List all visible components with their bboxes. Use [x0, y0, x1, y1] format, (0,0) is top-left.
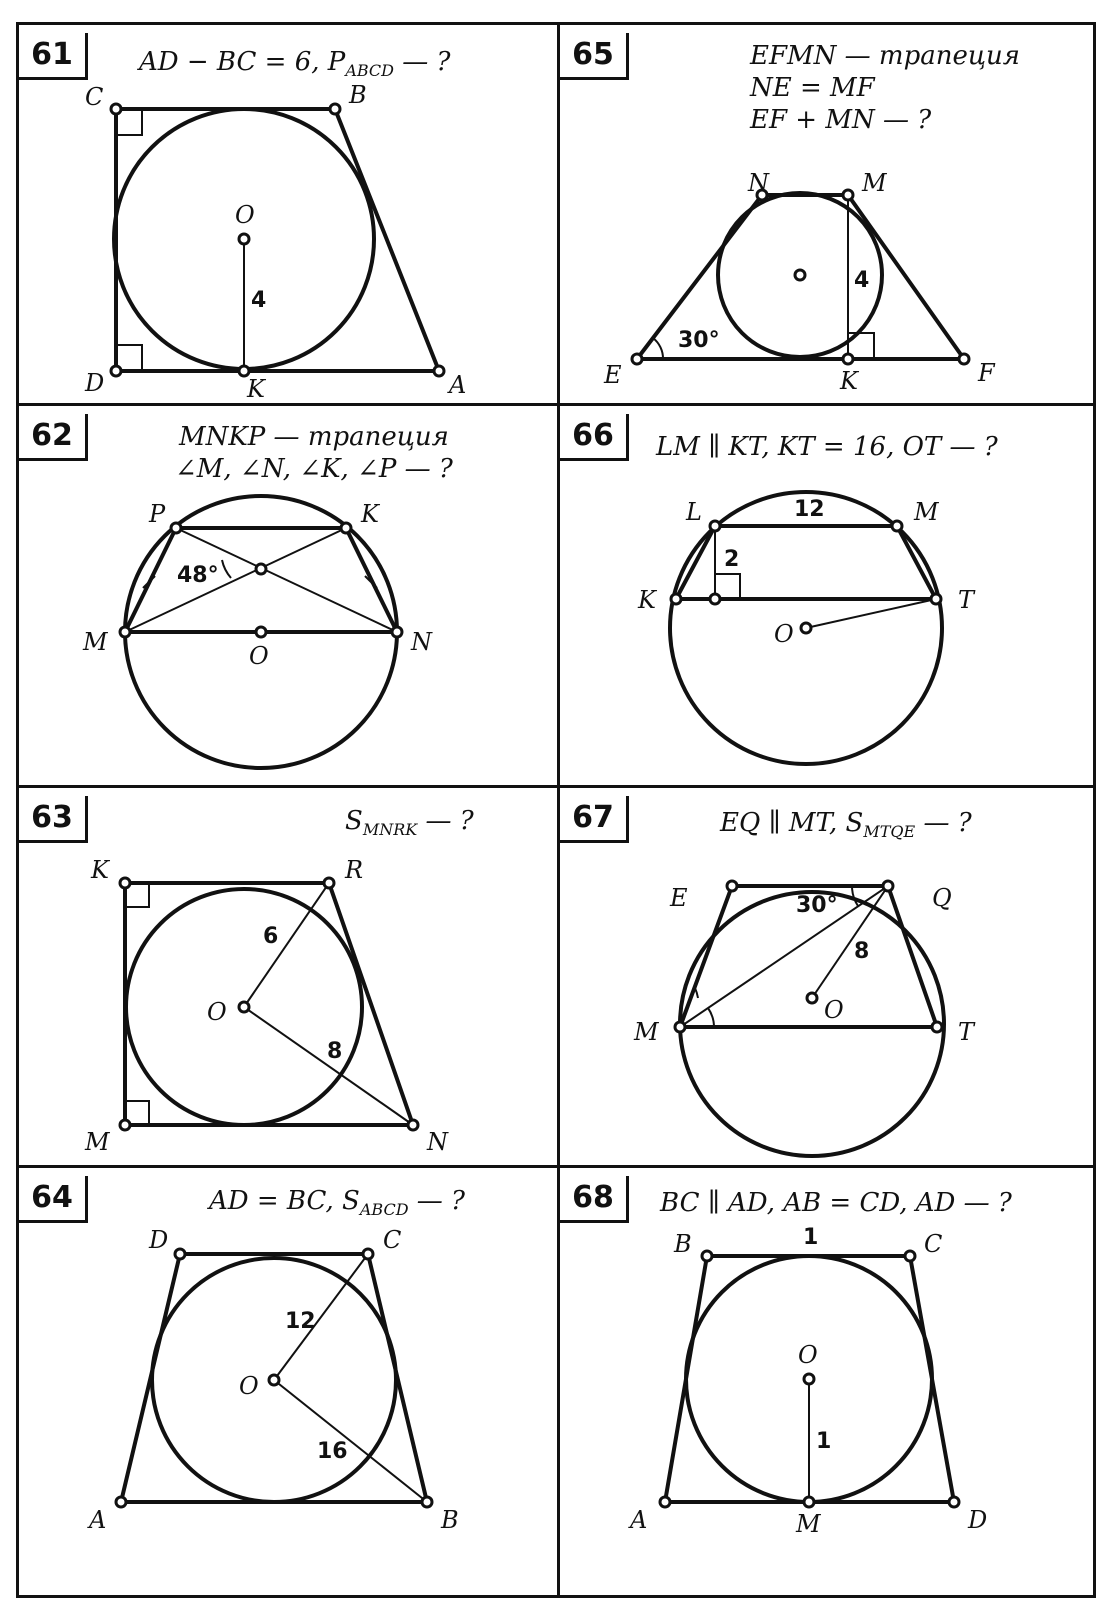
figure-65 — [560, 25, 1096, 403]
problem-condition: BC ∥ AD, AB = CD, AD — ? — [660, 1188, 1012, 1218]
svg-text:A: A — [449, 371, 467, 399]
svg-text:O: O — [824, 996, 844, 1024]
svg-text:B: B — [349, 81, 367, 109]
figure-62 — [19, 406, 557, 785]
svg-text:P: P — [149, 500, 166, 528]
svg-text:F: F — [978, 359, 995, 387]
problem-62 — [19, 406, 557, 785]
problem-number: 62 — [19, 414, 88, 461]
svg-text:K: K — [638, 586, 656, 614]
svg-text:O: O — [798, 1341, 818, 1369]
svg-text:A: A — [630, 1506, 648, 1534]
segment-OR — [244, 883, 329, 1007]
problem-number: 68 — [560, 1176, 629, 1223]
problem-number: 63 — [19, 796, 88, 843]
problem-condition-line1: EFMN — трапеция — [750, 41, 1020, 71]
svg-text:M: M — [862, 169, 887, 197]
figure-67 — [560, 788, 1096, 1165]
svg-text:4: 4 — [854, 268, 870, 293]
svg-text:A: A — [89, 1506, 107, 1534]
figure-63 — [19, 788, 557, 1165]
problem-condition-line2: ∠M, ∠N, ∠K, ∠P — ? — [175, 454, 453, 484]
svg-text:N: N — [427, 1128, 448, 1156]
problem-number: 64 — [19, 1176, 88, 1223]
angle-arc — [852, 886, 858, 906]
problem-condition: EQ ∥ MT, $S_{MTQE}$ — ? — [720, 808, 972, 842]
svg-text:6: 6 — [263, 924, 279, 949]
svg-text:12: 12 — [285, 1309, 316, 1334]
svg-text:B: B — [674, 1230, 692, 1258]
svg-text:Q: Q — [932, 884, 952, 912]
angle-arc — [695, 988, 698, 998]
svg-text:M: M — [85, 1128, 110, 1156]
svg-text:O: O — [249, 642, 269, 670]
svg-text:M: M — [914, 498, 939, 526]
problem-68 — [560, 1168, 1096, 1601]
svg-text:8: 8 — [854, 939, 870, 964]
problem-number: 65 — [560, 33, 629, 80]
svg-text:D: D — [85, 369, 105, 397]
figure-64 — [19, 1168, 557, 1601]
svg-text:K: K — [840, 367, 858, 395]
svg-text:E: E — [604, 361, 622, 389]
svg-text:C: C — [383, 1226, 402, 1254]
angle-arc — [222, 560, 231, 578]
svg-text:K: K — [247, 375, 265, 403]
svg-text:O: O — [207, 998, 227, 1026]
problem-condition: AD = BC, $S_{ABCD}$ — ? — [209, 1186, 465, 1220]
svg-text:C: C — [924, 1230, 943, 1258]
svg-text:30°: 30° — [678, 328, 720, 353]
svg-text:M: M — [634, 1018, 659, 1046]
svg-text:T: T — [958, 586, 975, 614]
angle-arc — [708, 1008, 714, 1027]
problem-67 — [560, 788, 1096, 1165]
svg-text:M: M — [796, 1510, 821, 1538]
angle-arc — [653, 338, 663, 359]
svg-text:O: O — [774, 620, 794, 648]
svg-text:N: N — [748, 169, 769, 197]
problem-sheet — [16, 22, 1096, 1598]
trapezoid — [125, 528, 397, 632]
problem-condition: AD − BC = 6, $P_{ABCD}$ — ? — [139, 47, 451, 81]
svg-text:1: 1 — [816, 1429, 832, 1454]
trapezoid — [116, 109, 439, 371]
svg-text:T: T — [958, 1018, 975, 1046]
svg-text:8: 8 — [327, 1039, 343, 1064]
problem-number: 66 — [560, 414, 629, 461]
svg-text:30°: 30° — [796, 893, 838, 918]
svg-text:M: M — [83, 628, 108, 656]
problem-61 — [19, 25, 557, 403]
svg-text:2: 2 — [724, 547, 740, 572]
svg-text:D: D — [968, 1506, 988, 1534]
problem-number: 67 — [560, 796, 629, 843]
problem-condition: LM ∥ KT, KT = 16, OT — ? — [656, 432, 998, 462]
svg-text:R: R — [345, 856, 364, 884]
problem-64 — [19, 1168, 557, 1601]
problem-condition-line2: NE = MF — [750, 73, 875, 103]
figure-68 — [560, 1168, 1096, 1601]
svg-text:O: O — [239, 1372, 259, 1400]
problem-66 — [560, 406, 1096, 785]
figure-61 — [19, 25, 557, 403]
svg-text:D: D — [149, 1226, 169, 1254]
svg-text:K: K — [361, 500, 379, 528]
svg-text:O: O — [235, 201, 255, 229]
problem-condition-line3: EF + MN — ? — [750, 105, 932, 135]
trapezoid — [125, 883, 413, 1125]
svg-text:K: K — [91, 856, 109, 884]
problem-condition: $S_{MNRK}$ — ? — [345, 806, 474, 840]
problem-condition-line1: MNKP — трапеция — [179, 422, 449, 452]
svg-text:C: C — [85, 83, 104, 111]
svg-text:16: 16 — [317, 1439, 348, 1464]
svg-text:B: B — [441, 1506, 459, 1534]
radius-OT — [806, 599, 936, 628]
svg-text:E: E — [670, 884, 688, 912]
svg-text:1: 1 — [803, 1225, 819, 1250]
svg-text:N: N — [411, 628, 432, 656]
svg-text:48°: 48° — [177, 563, 219, 588]
problem-63 — [19, 788, 557, 1165]
segment-ON — [244, 1007, 413, 1125]
problem-number: 61 — [19, 33, 88, 80]
svg-text:12: 12 — [794, 497, 825, 522]
problem-65 — [560, 25, 1096, 403]
figure-66 — [560, 406, 1096, 785]
svg-text:L: L — [686, 498, 702, 526]
svg-text:4: 4 — [251, 288, 267, 313]
